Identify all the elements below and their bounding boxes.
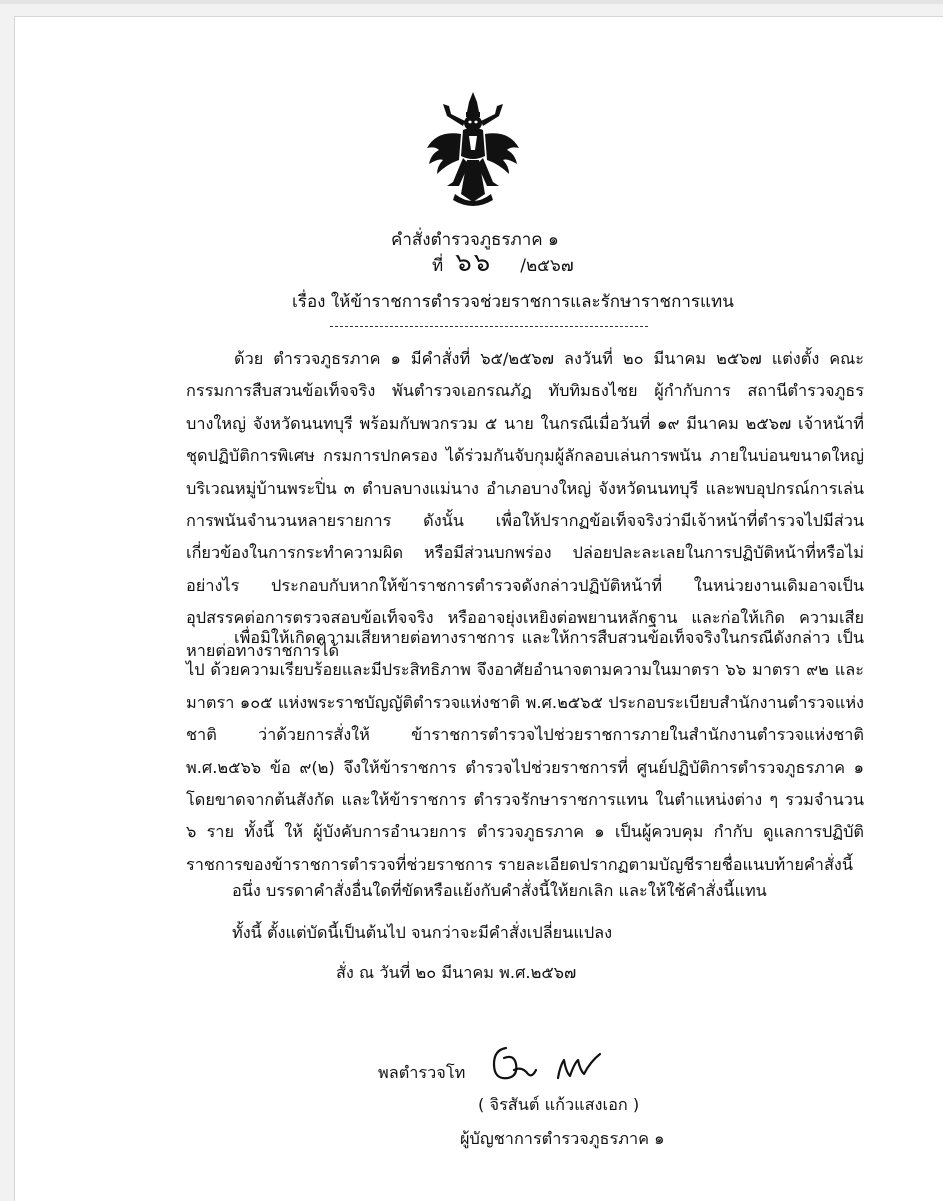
effective-clause: ทั้งนี้ ตั้งแต่บัดนี้เป็นต้นไป จนกว่าจะมีคำสั่งเปลี่ยนแปลง — [232, 923, 613, 942]
order-year: /๒๕๖๗ — [520, 256, 574, 276]
paragraph-1-text: ด้วย ตำรวจภูธรภาค ๑ มีคำสั่งที่ ๖๕/๒๕๖๗ ลงวันที่ ๒๐ มีนาคม ๒๕๖๗ แต่งตั้ง คณะกรรมการสืบสวนข้อเท็จจริง พันตำรวจเอกรณภัฎ ทับทิมธงไชย ผู้กำกับการ สถานีตำรวจภูธรบางใหญ่ จังหวัดนนทบุรี พร้อมกับพวกรวม ๕ นาย ในกรณีเมื่อวันที่ ๑๙ มีนาคม ๒๕๖๗ เจ้าหน้าที่ชุดปฏิบัติการพิเศษ กรมการปกครอง ได้ร่วมกันจับกุมผู้ลักลอบเล่นการพนัน ภายในบ่อนขนาดใหญ่ บริเวณหมู่บ้านพระปิ่น ๓ ตำบลบางแม่นาง อำเภอบางใหญ่ จังหวัดนนทบุรี และพบอุปกรณ์การเล่นการพนันจำนวนหลายรายการ ดังนั้น เพื่อให้ปรากฏข้อเท็จจริงว่ามีเจ้าหน้าที่ตำรวจไปมีส่วนเกี่ยวข้องในการกระทำความผิด หรือมีส่วนบกพร่อง ปล่อยปละละเลยในการปฏิบัติหน้าที่หรือไม่ อย่างไร ประกอบกับหากให้ข้าราชการตำรวจดังกล่าวปฏิบัติหน้าที่ ในหน่วยงานเดิมอาจเป็นอุปสรรคต่อการตรวจสอบข้อเท็จจริง หรืออาจยุ่งเหยิงต่อพยานหลักฐาน และก่อให้เกิด ความเสียหายต่อทางราชการได้ — [186, 349, 864, 660]
subject-line: เรื่อง ให้ข้าราชการตำรวจช่วยราชการและรักษาราชการแทน — [292, 292, 734, 312]
signer-position: ผู้บัญชาการตำรวจภูธรภาค ๑ — [460, 1129, 665, 1148]
number-prefix: ที่ — [432, 256, 444, 276]
signature-icon — [488, 1040, 618, 1090]
paragraph-2-text: เพื่อมิให้เกิดความเสียหายต่อทางราชการ และให้การสืบสวนข้อเท็จจริงในกรณีดังกล่าว เป็นไป ด้วยความเรียบร้อยและมีประสิทธิภาพ จึงอาศัยอำนาจตามความในมาตรา ๖๖ มาตรา ๙๒ และมาตรา ๑๐๕ แห่งพระราชบัญญัติตำรวจแห่งชาติ พ.ศ.๒๕๖๕ ประกอบระเบียบสำนักงานตำรวจแห่งชาติ ว่าด้วยการสั่งให้ ข้าราชการตำรวจไปช่วยราชการภายในสำนักงานตำรวจแห่งชาติ พ.ศ.๒๕๖๖ ข้อ ๙(๒) จึงให้ข้าราชการ ตำรวจไปช่วยราชการที่ ศูนย์ปฏิบัติการตำรวจภูธรภาค ๑ โดยขาดจากต้นสังกัด และให้ข้าราชการ ตำรวจรักษาราชการแทน ในตำแหน่งต่าง ๆ รวมจำนวน ๖ ราย ทั้งนี้ ให้ ผู้บังคับการอำนวยการ ตำรวจภูธรภาค ๑ เป็นผู้ควบคุม กำกับ ดูแลการปฏิบัติราชการของข้าราชการตำรวจที่ช่วยราชการ รายละเอียดปรากฏตามบัญชีรายชื่อแนบท้ายคำสั่งนี้ — [186, 628, 864, 874]
divider — [330, 326, 648, 327]
paragraph-1 — [186, 343, 864, 667]
signer-rank: พลตำรวจโท — [378, 1063, 466, 1082]
order-number-handwritten: ๖๖ — [455, 248, 493, 278]
order-date: สั่ง ณ วันที่ ๒๐ มีนาคม พ.ศ.๒๕๖๗ — [336, 963, 577, 982]
order-number — [432, 248, 574, 281]
top-frame — [0, 0, 943, 4]
revocation-clause: อนึ่ง บรรดาคำสั่งอื่นใดที่ขัดหรือแย้งกับคำสั่งนี้ให้ยกเลิก และให้ใช้คำสั่งนี้แทน — [232, 881, 767, 900]
signer-name: ( จิรสันต์ แก้วแสงเอก ) — [478, 1095, 640, 1114]
garuda-emblem-icon — [425, 90, 521, 210]
paragraph-2 — [186, 622, 864, 881]
order-title: คำสั่งตำรวจภูธรภาค ๑ — [391, 230, 559, 250]
